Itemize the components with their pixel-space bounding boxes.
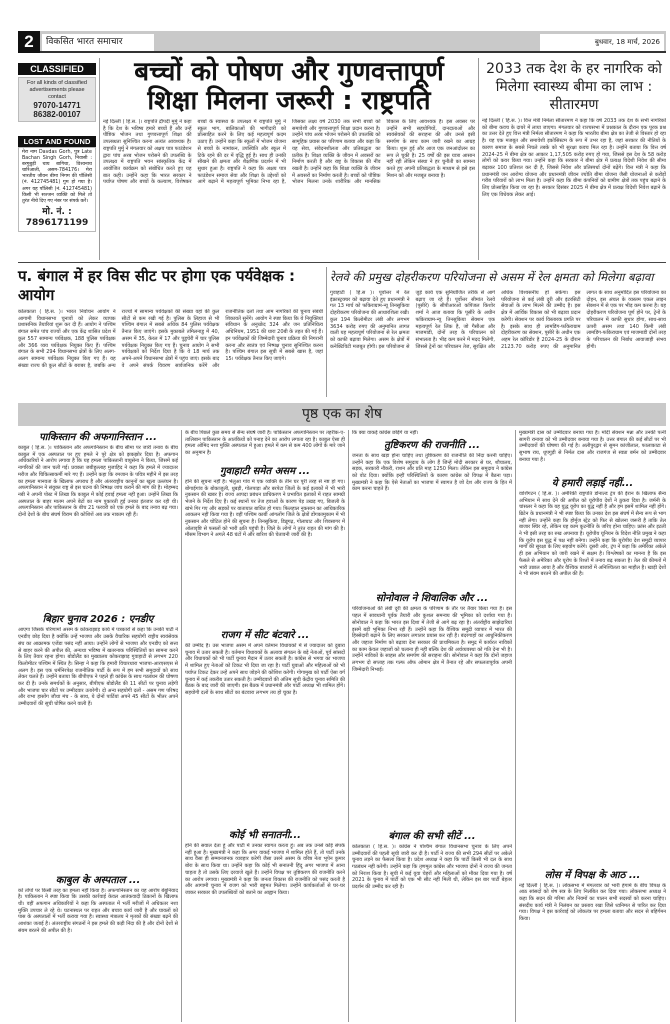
story-headline: पाकिस्तान की अफगानिस्तान ... <box>39 432 157 443</box>
lead-body: नई दिल्ली ( हि.स. )। राष्ट्रपति द्रौपदी मुर्मु ने कहा है कि देश के भविष्य हमारे बच्चों हैं और उन्हें पौष्टिक भोजन तथा गुणवत्तापूर्ण शिक्षा की उपलब्धता सुनिश्चित करना अत्यंत आवश्यक है। राष्ट्रपति मुर्मु ने मंगलवार को अक्षय पात्र फाउंडेशन द्वारा पांच अरब भोजन परोसने की उपलब्धि के उपलक्ष्य में राष्ट्रपति भवन सांस्कृतिक केंद्र में आयोजित कार्यक्रम को संबोधित करते हुए यह बात कही। उन्होंने कहा कि भारत सरकार ने पर्याप्त पोषण और बच्चों के कल्याण, विशेषकर बच्चों के स्वास्थ्य के उपलक्ष्य में राष्ट्रपति मुर्मु ने स्कूल भाग, बालिकाओं की भागीदारी को प्रोत्साहित करने के लिए कई महत्वपूर्ण कदम उठाए हैं। उन्होंने कहा कि स्कूलों में भोजन योजना से बच्चों के नामांकन, उपस्थिति और स्कूल में टिके रहने की दर में वृद्धि हुई है। साथ ही उनकी सीखने की क्षमता और शैक्षणिक प्रदर्शन में भी सुधार हुआ है। राष्ट्रपति ने कहा कि अक्षय पात्र फाउंडेशन समाज सेवा और शिक्षा के उद्देश्यों को आगे बढ़ाने में महत्वपूर्ण भूमिका निभा रहा है, जिसका लक्ष्य वर्ष 2030 तक सभी बच्चों को समावेशी और गुणवत्तापूर्ण शिक्षा प्रदान करना है। उन्होंने पांच अरब भोजन परोसने की उपलब्धि को सामूहिक प्रयास का परिणाम बताया और कहा कि यह सेवा, संवेदनशीलता और प्रतिबद्धता का प्रतीक है। शिक्षा व्यक्ति के जीवन में अवसरों का निर्माण करती है और राष्ट्र के विकास की नींव रखती है। उन्होंने कहा कि शिक्षा व्यक्ति के जीवन में अवसरों का निर्माण करती है। बच्चों को पौष्टिक भोजन मिलना उनके शारीरिक और मानसिक विकास के लिए आवश्यक है। इस अवसर पर उन्होंने सभी सहयोगियों, दानदाताओं और स्वयंसेवकों की सराहना की और उनसे इसी समर्पण के साथ काम जारी रखने का आग्रह किया। शुरू हुई और आज एक जनआंदोलन का रूप ले चुकी है। 25 वर्षों की इस यात्रा आसान नहीं रही लेकिन संस्था ने हर चुनौती का सामना करते हुए अपनी प्रतिबद्धता के माध्यम से इसे इस मिशन को और मजबूत बनाया है। <box>103 119 475 186</box>
classified-phone: 97070-14771 <box>33 101 81 110</box>
story-body: होने की सूचना नहीं है। भेलुआ गांव में एक व्यक्ति के तीन घर पूरी तरह से नष्ट हो गए। बोंगाईगांव के बोकाजुली, धुबड़ी, गोलपाड़ा और बरपेटा जिलों के कई इलाकों में भी भारी नुकसान की खबर है। राज्य आपदा प्रबंधन प्राधिकरण ने प्रभावित इलाकों में राहत सामग्री भेजने के निर्देश दिए हैं। कई स्थानों पर तेज हवाओं के कारण पेड़ उखड़ गए, बिजली के खंभे गिर गए और सड़कों पर यातायात बाधित हो गया। फिलहाल नुकसान का आधिकारिक आकलन नहीं किया गया है। वहीं पश्चिम कार्बी आंगलोंग जिले के क्षेत्रों डोंगकामुकाम में भी नुकसान और चोटिल होने की सूचना है। तिनसुकिया, डिब्रूगढ़, गोलाघाट और शिवसागर में ओलावृष्टि से फसलों को भारी क्षति पहुंची है। जिले के लोगों ने तुरंत राहत की मांग की है। मौसम विभाग ने अगले 48 घंटों में और बारिश की चेतावनी जारी की है। <box>185 478 345 539</box>
classified-text: For all kinds of classified advertisements please contact <box>27 80 87 100</box>
column-divider <box>515 430 516 1022</box>
lead-story <box>103 58 475 260</box>
side-body: नई दिल्ली ( हि.स. )। वित्त मंत्री निर्मला सीतारमण ने कहा कि वर्ष 2033 तक देश के सभी नागरिकों को बीमा कवच के दायरे में लाया जाएगा। मंगलवार को राज्यसभा में प्रश्नकाल के दौरान एक पूरक प्रश्न का उत्तर देते हुए वित्त मंत्री निर्मला सीतारमण ने कहा कि भारतीय बीमा क्षेत्र का तेजी से विस्तार हो रहा है। यह एक मजबूत और समावेशी इकोसिस्टम के रूप में उभर रहा है, जहां सरकार की नीतियों के कारण समाज के सबसे निचले तबके को भी सुरक्षा कवच मिल रहा है। उन्होंने बताया कि वित्त वर्ष 2024-25 में बीमा क्षेत्र का आकार 1,17,505 करोड़ रुपए हो गया, जिससे इस देश के 58 करोड़ लोगों को कवर किया गया। उन्होंने कहा कि सरकार ने बीमा क्षेत्र में प्रत्यक्ष विदेशी निवेश की सीमा बढ़ाकर 100 प्रतिशत कर दी है, जिससे निवेश और प्रतिस्पर्धा दोनों बढ़ेंगे। वित्त मंत्री ने कहा कि प्रधानमंत्री जन आरोग्य योजना और प्रधानमंत्री जीवन ज्योति बीमा योजना जैसी योजनाओं से करोड़ों गरीब परिवारों को लाभ मिला है। उन्होंने कहा कि बीमा कंपनियों को ग्रामीण क्षेत्रों तक पहुंच बढ़ाने के लिए प्रोत्साहित किया जा रहा है। सरकार दिसंबर 2025 में बीमा क्षेत्र में प्रत्यक्ष विदेशी निवेश बढ़ाने के लिए एक विधेयक लेकर आई। <box>482 118 666 198</box>
middle-section <box>18 267 666 397</box>
bengal-story <box>18 267 323 397</box>
lost-found-text: मेरा नाम Davdas Gorh, पुत्र Late Bachan Singh Gorh, निवासी : बरगुबुड़ी चाय बागिचा, विश्वनाथ चारिआली, असम-784176। मेरा भारतीय जीवन बीमा निगम की पॉलिसी (नं. 412745481) गुम हो गया है। अगर यह पॉलिसी (नं. 412745481) किसी भी सज्जन व्यक्ति को मिले तो तुरंत नीचे दिए गए नंबर पर संपर्क करें। <box>22 150 92 204</box>
story-headline: सोनोवाल ने शिवालिक और ... <box>375 593 489 605</box>
story-body-area <box>18 627 178 872</box>
column-divider <box>181 430 182 1022</box>
story-body-area <box>352 453 512 591</box>
story-body-area <box>352 606 512 829</box>
story-headline: बिहार चुनाव 2026 : एनडीए <box>42 614 154 626</box>
story-body-area <box>352 430 512 438</box>
section-rule <box>18 262 666 263</box>
story-body: परियोजनाओं की लंबी दूरी की क्षमता के परिणाम के तौर पर तैयार किया गया है। इस पहल में सावधानी पूर्वक तैयारी और कुशल समन्वय की भूमिका को दर्शाया गया है। सोनोवाल ने कहा कि भारत इस दिशा में तेजी से आगे बढ़ रहा है। अंतर्राष्ट्रीय साझेदारियां इसमें बड़ी भूमिका निभा रही हैं। उन्होंने कहा कि वैश्विक समुद्री व्यापार में भारत की हिस्सेदारी बढ़ाने के लिए सरकार लगातार प्रयास कर रही है। बंदरगाहों का आधुनिकीकरण और जहाज निर्माण को बढ़ावा देना सरकार की प्राथमिकता है। समुद्र में कार्यरत नाविकों का काम केवल जहाजों को चलाना ही नहीं बल्कि देश की अर्थव्यवस्था को गति देना भी है। उन्होंने नाविकों के साहस और समर्पण की सराहना की। सोनोवाल ने कहा कि दोनों जहाज लगभग दो सप्ताह तक गल्फ ऑफ ओमान क्षेत्र में तैनात रहे और सफलतापूर्वक अपनी जिम्मेदारी निभाई। <box>352 606 512 673</box>
classified-phone: 86382-00107 <box>33 110 81 119</box>
story-body-area <box>185 643 345 828</box>
bengal-body: कोलकाता ( हि.स. )। भारत निर्वाचन आयोग ने आगामी विधानसभा चुनावों को लेकर व्यापक प्रशासनिक तैयारियां शुरू कर दी हैं। आयोग ने पश्चिम बंगाल समेत पांच राज्यों और एक केंद्र शासित प्रदेश में कुल 557 सामान्य पर्यवेक्षक, 188 पुलिस पर्यवेक्षक और 366 व्यय पर्यवेक्षक नियुक्त किए हैं। पश्चिम बंगाल के सभी 294 विधानसभा क्षेत्रों के लिए अलग-अलग सामान्य पर्यवेक्षक नियुक्त किए गए हैं। यह संख्या राज्य की कुल सीटों के बराबर है, जबकि अन्य राज्यों में सामान्य पर्यवेक्षकों की संख्या वहां की कुल सीटों से कम रखी गई है। पुलिस के लिहाज से भी पश्चिम बंगाल में सबसे अधिक 84 पुलिस पर्यवेक्षक तैनात किए जाएंगे। इसके मुकाबले तमिलनाडु में 40, असम में 35, केरल में 17 और पुडुचेरी में चार पुलिस पर्यवेक्षक नियुक्त किए गए हैं। चुनाव आयोग ने सभी पर्यवेक्षकों को निर्देश दिया है कि वे 18 मार्च तक अपने-अपने विधानसभा क्षेत्रों में पहुंच जाएं। इसके बाद वे अपने संपर्क विवरण सार्वजनिक करेंगे और राजनीतिक दलों तथा आम नागरिकों की चुनाव संबंधी शिकायतें सुनेंगे। आयोग ने स्पष्ट किया कि ये नियुक्तियां संविधान के अनुच्छेद 324 और जन प्रतिनिधित्व अधिनियम, 1951 की धारा 20बी के तहत की गई हैं। इन पर्यवेक्षकों की जिम्मेदारी चुनाव प्रक्रिया की निगरानी करना और स्वतंत्र एवं निष्पक्ष चुनाव सुनिश्चित करना है। पश्चिम बंगाल इस सूची में सबसे खास है, जहां 15। पर्यवेक्षक तैनात किए जाएंगे। <box>18 309 323 369</box>
classified-box <box>18 77 96 122</box>
story-headline: लोस में विपक्ष के आठ ... <box>544 869 641 881</box>
story-body: कि क्या वाकई कांग्रेस छोड़ेंगे या नहीं। <box>352 430 419 436</box>
column-divider <box>99 58 100 260</box>
lost-found-heading: LOST AND FOUND <box>18 136 96 147</box>
story-headline: ये हमारी लड़ाई नहीं... <box>551 477 634 489</box>
rail-body: गुवाहाटी ( हि.स )। पूर्वोत्तर में रेल इंफ्रास्ट्रक्चर को बढ़ावा देते हुए प्रधानमंत्री ने गत 13 मार्च को फकिराग्राम-न्यू तिनसुकिया दोहरीकरण परियोजना की आधारशिला रखी। कुल 194 किलोमीटर लंबी और लगभग 3634 करोड़ रुपए की अनुमानित लागत वाली यह महत्वपूर्ण परियोजना से रेल क्षमता को काफी बढ़ावा मिलेगा। असम के क्षेत्रों में कनेक्टिविटी मजबूत होगी। इस परियोजना से जुड़े कार्य एक सुनियोजित तरीके से आगे बढ़ाए जा रहे हैं। पूर्वोत्तर सीमांत रेलवे (पूसीरे) के सीपीआरओ कपिंजल किशोर शर्मा ने आज बताया कि पूसीरे के अधीन फकिराग्राम-न्यू तिनसुकिया सेक्शन एक महत्वपूर्ण रेल लिंक है, जो गैसीआ और माजमाडी, दोनों तरह के परिचालन को संभालता है। भीड़ कम करने में मदद मिलेगी, जिससे ट्रेनों का परिचालन तेज, सुरक्षित और अधिक विश्वसनीय हो सकेगा। इस परियोजना से कई लंबी दूरी और इंटरसिटी सेवाओं के लाभ मिलने की उम्मीद है। इस क्षेत्र में आर्थिक विकास को भी बढ़ावा प्रदान करेगी। सेक्शन पर कार्य विस्तारक प्रगति पर है। इसके साथ ही लामडिंग-फकिराग्राम दोहरीकरण का सेक्शन, पूसीरे के अधीन एक अहम रेल कॉरिडोर है 2024-25 के दौरान 2123.70 करोड़ रुपए की अनुमानित लागत के साथ अनुमोदित इस परियोजना का दोहन, इस अंचल के व्यस्तम एकल लाइन सेक्शन में से एक पर भीड़ कम करना है। यह दोहरीकरण परियोजना पूर्ण होने पर, ट्रेनों के परिचालन में काफी सुधार होगा, साथ-साथ ऊपरी असम तथा 140 किमी लंबी लामडिंग-फकिराग्राम एवं माजमाडी दोनों तरह के परिचालन की निर्बाध आवाजाही संभव होगी। <box>330 290 666 350</box>
mobile-number: 7896171199 <box>25 217 89 228</box>
story-body: आएगा जिसके परिणामों असम के कोकराझाड़ कार्य में पत्रकारों से कहा कि उनकी पार्टी ने एनडीए छोड़ दिया है क्योंकि उन्हें भाजपा और उसके वैचारिक सहयोगी राष्ट्रीय स्वयंसेवक संघ का आक्रामक एजेंडा पसंद नहीं आया। उन्होंने लोगों से भाजपा और एनडीए को सत्ता से बाहर करने की अपील की, अन्यथा भविष्य में खतरनाक परिस्थितियों का सामना करने के लिए तैयार रहना होगा। बोडोलैंड का मुख्यालय कोकराझाड़ गुवाहाटी से लगभग 220 किलोमीटर पश्चिम में स्थित है। सिन्हा ने कहा कि हमारी विचारधारा भाजपा-आरएसएस से अलग है। इस एक धर्मनिरपेक्ष राजनीतिक पार्टी के रूप में हम सभी समुदायों को साथ लेकर चलते हैं। उन्होंने बताया कि बीपीएफ ने पहले ही कांग्रेस के साथ गठबंधन की घोषणा कर दी है। उनके समर्थकों के अनुसार, बीपीएफ बोडोलैंड की 11 सीटों पर चुनाव लड़ेगी और भाजपा चार सीटों पर उम्मीदवार उतारेगी। दो अन्य सहयोगी दलों - असम गण परिषद और राभा हासोंग जौथा मंच - के साथ, ये दोनों पार्टियां अपने 45 सीटों के भीतर अपने उम्मीदवारों की सूची घोषित करने वाली हैं। <box>18 627 178 708</box>
story-body-area <box>519 883 666 1023</box>
story-body: वाशिंगटन ( हि.स. )। अमेरिकी राष्ट्रपति डोनाल्ड ट्रंप की ईरान के खिलाफ सैन्य अभियान में साथ देने की अपील को यूरोपीय देशों ने ठुकरा दिया है। जर्मनी के चांसलर ने कहा कि यह युद्ध यूरोप का युद्ध नहीं है और हम इसमें शामिल नहीं होंगे। ब्रिटेन के प्रधानमंत्री ने भी स्पष्ट किया कि उनका देश इस संघर्ष में सैन्य रूप से भाग नहीं लेगा। उन्होंने कहा कि होर्मुज स्ट्रेट को फिर से खोलना जरूरी है ताकि तेल बाजार स्थिर रहे, लेकिन यह काम कूटनीति के जरिए होना चाहिए। फ्रांस और इटली ने भी इसी तरह का रुख अपनाया है। यूरोपीय यूनियन के विदेश नीति प्रमुख ने कहा कि यूरोप इस युद्ध में पक्ष नहीं बनेगा। उन्होंने कहा कि यूरोपीय देश समुद्री व्यापार मार्गों की सुरक्षा के लिए सहयोग करेंगे। दूसरी ओर, ट्रंप ने कहा कि अमेरिका अकेले ही इस अभियान को जारी रखने में सक्षम है। विश्लेषकों का मानना है कि इस फैसले से अमेरिका और यूरोप के रिश्तों में तनाव बढ़ सकता है। तेल की कीमतों में भारी उछाल आया है और वैश्विक बाजारों में अनिश्चितता का माहौल है। खाड़ी देशों ने भी संयम बरतने की अपील की है। <box>519 490 666 578</box>
story-headline: गुवाहाटी समेत असम ... <box>220 465 310 477</box>
story-body-area <box>185 843 345 1022</box>
continued-column-1 <box>18 430 178 1022</box>
continued-column-3 <box>352 430 512 1022</box>
page-content <box>18 58 666 1022</box>
issue-date: बुधवार, 18 मार्च, 2026 <box>540 34 664 51</box>
paper-name: विकसित भारत समाचार <box>42 34 154 51</box>
side-body-area <box>482 118 666 260</box>
page-number: 2 <box>18 31 40 53</box>
column-divider <box>478 58 479 260</box>
story-body: मुख्यमंत्री दास को उम्मीदवार बनाया गया है। मोदी सेक्शन मन्ना और उनकी पत्नी सागरी रानाया को भी उम्मीदवार बनाया गया है। उत्तर बंगाल की कई सीटों पर भी उम्मीदवारों की घोषणा की गई है। अलीपुरद्वार से सुमन कांजीलाल, फालाकाटा से सुभाष राय, धूपगुड़ी से निर्मल दास और राजगंज से स्वप्ना बर्मन को उम्मीदवार बनाया गया है। <box>519 430 666 463</box>
continued-column-4 <box>519 430 666 1022</box>
story-headline: राजग में सीट बंटवारे ... <box>220 630 310 641</box>
bengal-headline: प. बंगाल में हर विस सीट पर होगा एक पर्यवेक्षक : आयोग <box>18 267 296 304</box>
story-headline: कोई भी सनातनी... <box>229 829 301 841</box>
continued-banner: पृष्ठ एक का शेष <box>18 403 666 426</box>
story-headline: बंगाल की सभी सीटें ... <box>388 830 476 842</box>
lead-body-area <box>103 119 475 260</box>
classified-heading: CLASSIFIED <box>18 63 96 75</box>
lead-headline <box>103 58 475 116</box>
story-body-area <box>18 888 178 1023</box>
continued-section <box>18 430 666 1022</box>
story-body: की उम्मीद है। उस भाजपा असम में अपने वर्तमान विधायकों में से ज्यादातर को दुबारा चुनाव में उतार सकती है। वर्तमान विधायकों के अलावा संगठन के बड़े नेताओं, पूर्व सांसदों और विधायकों को भी पार्टी चुनाव मैदान में उतार सकती है। कांग्रेस से भगवा का भाजपा में शामिल हुए नेताओं को टिकट भी दिया जा रहा है। पार्टी युवाओं और महिलाओं को भी पर्याप्त टिकट देकर उन्हें अपने साथ जोड़ने की कोशिश करेगी। गोगामुख को पार्टी ऐसा वर्ग चुनाव में कई तकरीब उतार सकती है। उम्मीदवारों की अंतिम सूची केंद्रीय चुनाव समिति की बैठक के बाद जारी की जाएगी। इस बैठक में प्रधानमंत्री और पार्टी अध्यक्ष भी शामिल होंगे। सहयोगी दलों के साथ सीटों का बंटवारा लगभग तय हो चुका है। <box>185 643 345 696</box>
story-body-area <box>18 445 178 612</box>
story-headline: तुष्टिकरण की राजनीति ... <box>384 439 480 451</box>
column-divider <box>348 430 349 1022</box>
story-body-area <box>185 430 345 464</box>
story-body: नई दिल्ली ( हि.स. )। लोकसभा में मंगलवार को भारी हंगामे के बीच विपक्ष के आठ सांसदों को शेष सत्र के लिए निलंबित कर दिया गया। लोकसभा अध्यक्ष ने कहा कि सदन की गरिमा और नियमों का पालन सभी सदस्यों को करना चाहिए। संसदीय कार्य मंत्री ने निलंबन का प्रस्ताव रखा जिसे ध्वनिमत से पारित कर दिया गया। विपक्ष ने इस कार्रवाई को लोकतंत्र पर हमला बताया और सदन से बहिर्गमन किया। <box>519 882 666 923</box>
story-body: के बीच पिछले कुछ समय से सैन्य संघर्ष जारी है। पाकिस्तान अफगानिस्तान पर तहरीक-ए-तालिबान पाकिस्तान के आतंकियों को पनाह देने का आरोप लगाता रहा है। काबुल ऐसा ही हमला ओमिद नशा मुक्ति अस्पताल में हुआ। हमले में कम से कम 400 लोगों के मारे जाने का अनुमान है। <box>185 430 345 457</box>
rail-headline: रेलवे की प्रमुख दोहरीकरण परियोजना से असम में रेल क्षमता को मिलेगा बढ़ावा <box>330 270 654 284</box>
lead-headline-line1: बच्चों को पोषण और गुणवत्तापूर्ण <box>134 57 444 87</box>
lead-headline-line2: शिक्षा मिलना जरूरी : राष्ट्रपति <box>147 86 431 116</box>
continued-column-2 <box>185 430 345 1022</box>
side-story <box>482 58 666 260</box>
story-body: को तोपों पर किसी तरह का हमला नहीं किया है। अफगानिस्तान का यह आरोप बेबुनियाद है। पाकिस्तान ने स्पष्ट किया कि उसकी कार्रवाई केवल आतंकवादी ठिकानों के खिलाफ थी। वहीं अफगान अधिकारियों ने कहा कि अस्पताल में भर्ती मरीजों में अधिकतर नशा मुक्ति उपचार ले रहे थे। घटनास्थल पर राहत और बचाव कार्य जारी है और घायलों को पास के अस्पतालों में भर्ती कराया गया है। स्वास्थ्य मंत्रालय ने मृतकों की संख्या बढ़ने की आशंका जताई है। अंतरराष्ट्रीय संगठनों ने इस हमले की कड़ी निंदा की है और दोनों देशों से संयम बरतने की अपील की है। <box>18 887 178 934</box>
mobile-label: मो. नं. : <box>42 206 72 217</box>
story-body: जनता के साथ खड़ा होना चाहिए तथा तुष्टिकरण की राजनीति की निंदा करनी चाहिए। उन्होंने कहा कि एक विशेष समुदाय के लोग हैं जिन्हें मोदी सरकार से घर, शौचालय, सड़क, सरकारी नौकरी, राशन और प्रति माह 1250 मिला। लेकिन इस समुदाय ने कांग्रेस को वोट दिया। क्योंकि इन्हीं परिस्थितियों के कारण कांग्रेस को विपक्ष में बैठना पड़ा। मुख्यमंत्री ने कहा कि ऐसे नेताओं का भाजपा में स्वागत है जो देश और राज्य के हित में काम करना चाहते हैं। <box>352 452 512 493</box>
story-body-area <box>185 479 345 628</box>
rail-body-area <box>330 290 666 397</box>
left-sidebar <box>18 58 96 260</box>
story-headline: काबुल के अस्पताल ... <box>55 874 141 886</box>
story-body-area <box>352 844 512 1022</box>
story-body: कोलकाता ( हि.स. )। कांग्रेस ने पश्चिम बंगाल विधानसभा चुनाव के लिए अपने उम्मीदवारों की पहली सूची जारी कर दी है। पार्टी ने राज्य की सभी 294 सीटों पर अकेले चुनाव लड़ने का फैसला किया है। प्रदेश अध्यक्ष ने कहा कि पार्टी किसी भी दल के साथ गठबंधन नहीं करेगी। उन्होंने कहा कि तृणमूल कांग्रेस और भाजपा दोनों ने राज्य की जनता को निराश किया है। सूची में कई युवा चेहरों और महिलाओं को मौका दिया गया है। वर्ष 2021 के चुनाव में पार्टी को एक भी सीट नहीं मिली थी, लेकिन इस बार पार्टी बेहतर प्रदर्शन की उम्मीद कर रही है। <box>352 843 512 891</box>
story-body: काबुल ( हि.स. )। पाकिस्तान और अफगानिस्तान के बीच सीमा पर जारी तनाव के बीच काबुल में एक अस्पताल पर हुए हमले ने पूरे क्षेत्र को झकझोर दिया है। अफगान अधिकारियों ने आरोप लगाया है कि यह हमला पाकिस्तानी वायुसेना ने किया, जिसमें कई नागरिकों की जान चली गई। प्रवक्ता जबीहुल्लाह मुजाहिद ने कहा कि हमले में ज्यादातर मरीज और चिकित्साकर्मी मारे गए हैं। उन्होंने कहा कि रमजान के पवित्र महीने में इस तरह का हमला मानवता के खिलाफ अपराध है और अंतरराष्ट्रीय कानूनों का खुला उल्लंघन है। अफगानिस्तान ने संयुक्त राष्ट्र से इस घटना की निष्पक्ष जांच कराने की मांग की है। मोहम्मद नबी ने अपनी पोस्ट में लिखा कि काबुल में कोई हवाई हमला नहीं हुआ। उन्होंने लिखा कि अस्पताल के बाहर मातम अपने बेटों का नाम पुकारती हुई उनका इंतजार कर रही थी। अफगानिस्तान और पाकिस्तान के बीच 21 फरवरी को एक हमले के बाद तनाव बढ़ गया। दोनों देशों के बीच संघर्ष विराम की कोशिशें अब तक नाकाम रही हैं। <box>18 445 178 519</box>
top-section <box>18 58 666 260</box>
rail-story <box>330 267 666 397</box>
side-headline: 2033 तक देश के हर नागरिक को मिलेगा स्वास्थ्य बीमा का लाभ : सीतारमण <box>486 61 662 113</box>
story-body: होने की सवाल देता हूं और पार्टी में उनका स्वागत करता हूं। अब तक उनसे कोई संपर्क नहीं हुआ है। मुख्यमंत्री ने कहा कि अगर वाकई भाजपा में शामिल होते हैं, तो पार्टी उनके साथ वैसा ही सम्मानजनक व्यवहार करेगी जैसा उसने असम के वरिष्ठ नेता भूपेन कुमार बोरा के साथ किया था। उन्होंने कहा कि कोई भी सनातनी हिंदू अगर भाजपा में आना चाहता है तो उसके लिए दरवाजे खुले हैं। उन्होंने विपक्ष पर तुष्टिकरण की राजनीति करने का आरोप लगाया। मुख्यमंत्री ने कहा कि जनता विकास की राजनीति को पसंद करती है और आगामी चुनाव में राजग को भारी बहुमत मिलेगा। उन्होंने कार्यकर्ताओं से घर-घर जाकर सरकार की उपलब्धियों को बताने का आह्वान किया। <box>185 842 345 896</box>
lost-found-box <box>18 147 96 232</box>
column-divider <box>326 267 327 397</box>
story-body-area <box>519 430 666 476</box>
bengal-body-area <box>18 309 323 397</box>
story-body-area <box>519 491 666 868</box>
